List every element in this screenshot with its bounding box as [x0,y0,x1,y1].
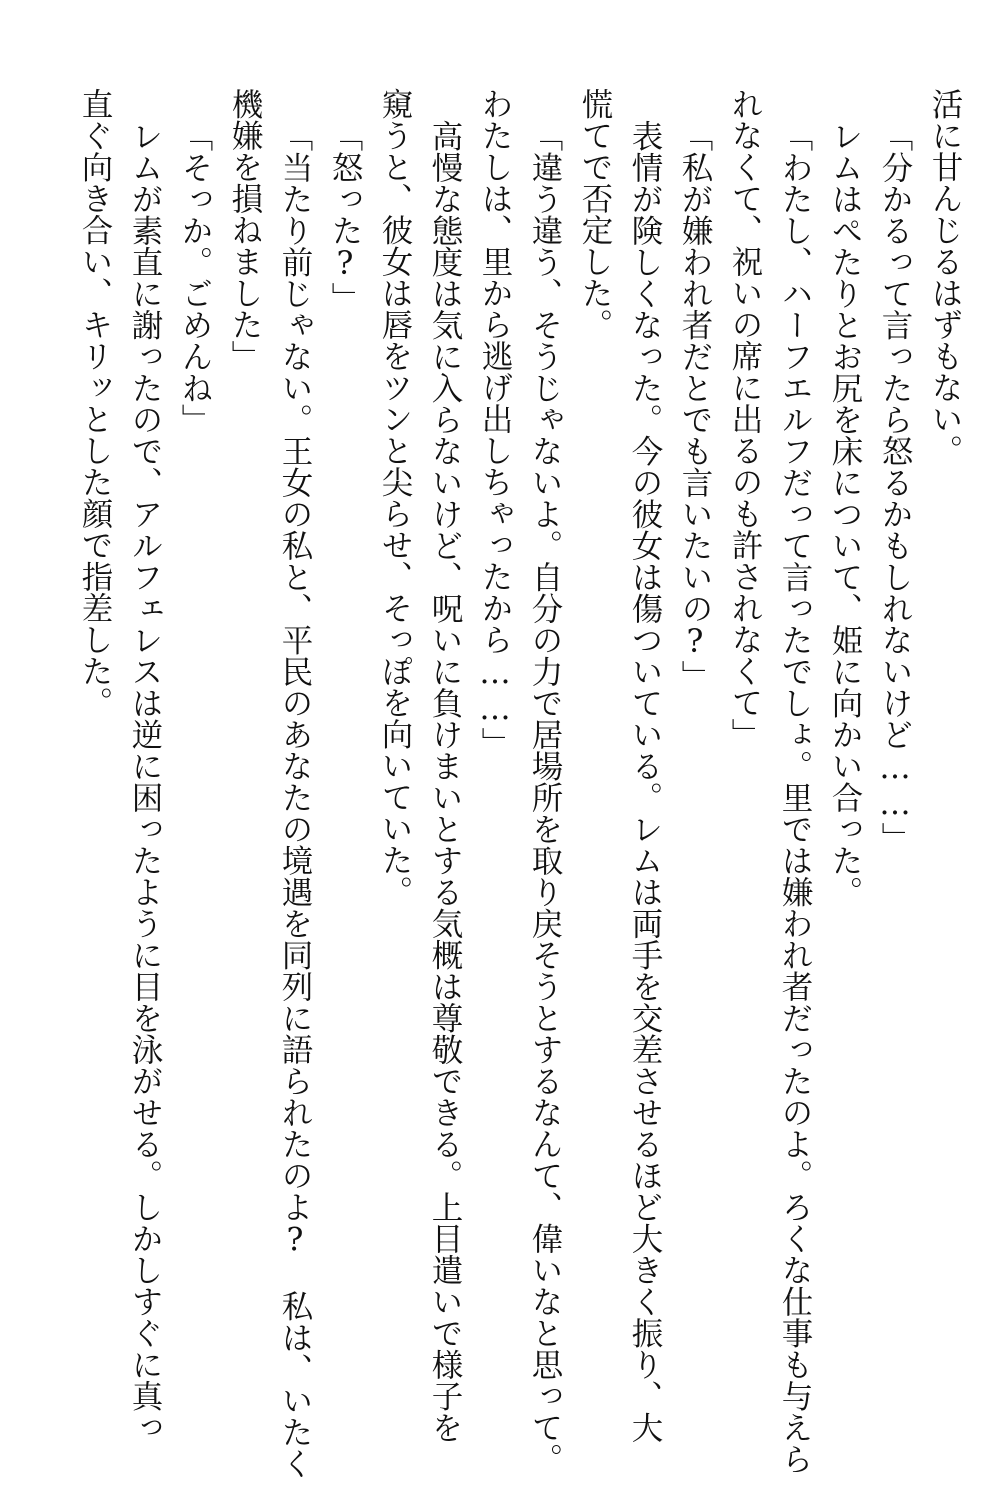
text-line-dialogue: 「違う違う、そうじゃないよ。自分の力で居場所を取り戻そうとするなんて、偉いなと思って。 [527,119,563,1474]
text-line-dialogue: 「わたし、ハーフエルフだって言ったでしょ。里では嫌われ者だったのよ。ろくな仕事も与えら [777,119,813,1474]
text-line-continuation: 直ぐ向き合い、キリッとした顔で指差した。 [77,88,113,718]
text-line-dialogue: 「怒った?」 [327,119,363,313]
text-line-continuation: れなくて、祝いの席に出るのも許されなくて」 [727,88,763,750]
text-line-continuation: 窺うと、彼女は唇をツンと尖らせ、そっぽを向いていた。 [377,88,413,907]
text-line-continuation: 慌てで否定した。 [577,88,613,340]
text-line-narrative: レムが素直に謝ったので、アルフェレスは逆に困ったように目を泳がせる。しかしすぐに真っ [127,119,163,1443]
text-line-narrative: レムはぺたりとお尻を床について、姫に向かい合った。 [827,119,863,907]
text-line-narrative: 表情が険しくなった。今の彼女は傷ついている。レムは両手を交差させるほど大きく振り、大 [627,119,663,1443]
vertical-text-block [70,88,970,1479]
text-line-dialogue: 「分かるって言ったら怒るかもしれないけど……」 [877,119,913,853]
text-line-continuation: 活に甘んじるはずもない。 [927,88,963,466]
text-line-dialogue: 「当たり前じゃない。王女の私と、平民のあなたの境遇を同列に語られたのよ? 私は、いたく [277,119,313,1479]
text-line-narrative: 高慢な態度は気に入らないけど、呪いに負けまいとする気概は尊敬できる。上目遣いで様子を [427,119,463,1443]
text-line-continuation: わたしは、里から逃げ出しちゃったから……」 [477,88,513,759]
text-line-dialogue: 「私が嫌われ者だとでも言いたいの?」 [677,119,713,691]
text-line-dialogue: 「そっか。ごめんね」 [177,119,213,435]
text-line-continuation: 機嫌を損ねました」 [227,88,263,372]
